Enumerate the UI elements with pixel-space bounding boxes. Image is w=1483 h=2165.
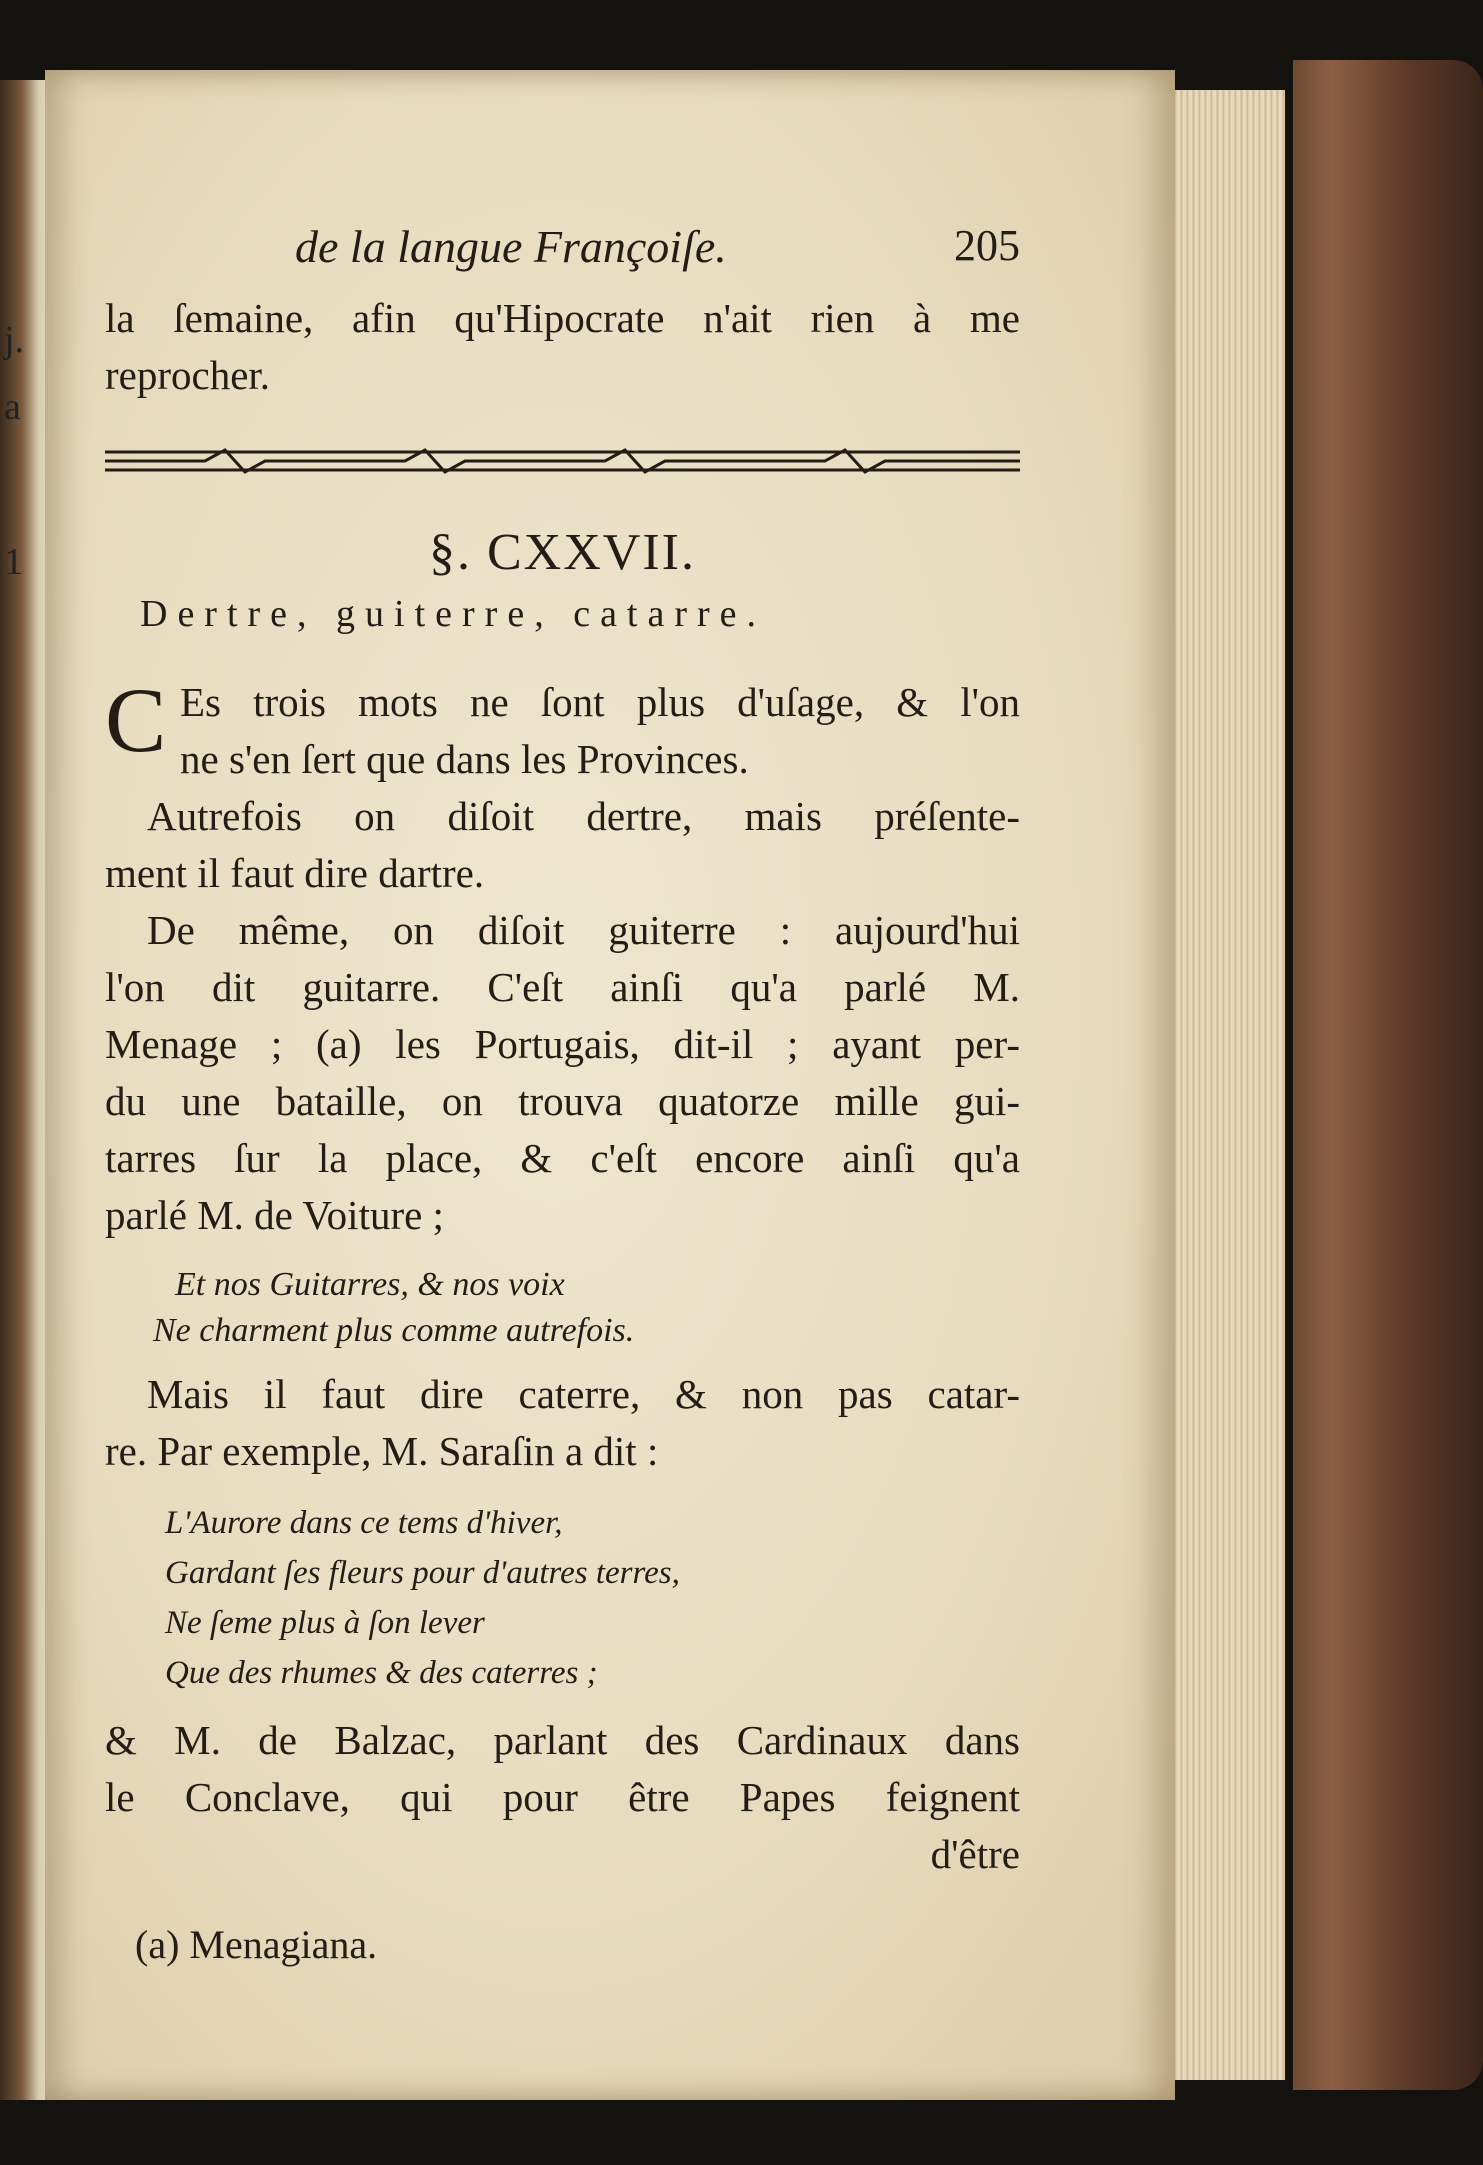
section-number: §. CXXVII.: [429, 524, 696, 581]
running-title: de la langue Françoiſe.: [295, 221, 727, 272]
verse-line: Et nos Guitarres, & nos voix: [175, 1266, 565, 1303]
text-line: parlé M. de Voiture ;: [105, 1192, 444, 1238]
text-line: Menage ; (a) les Portugais, dit-il ; ayant per-: [105, 1021, 1020, 1067]
catchword: d'être: [930, 1831, 1020, 1877]
page-number: 205: [954, 221, 1020, 270]
paragraph: [105, 1366, 1020, 1480]
text-line: tarres ſur la place, & c'eſt encore ainſi qu'a: [105, 1135, 1020, 1181]
paragraph: [105, 1712, 1020, 1883]
verse-line: Que des rhumes & des caterres ;: [165, 1655, 598, 1691]
footnote: (a) Menagiana.: [135, 1922, 378, 1967]
verse-line: Ne charment plus comme autrefois.: [153, 1312, 635, 1349]
running-head: [105, 220, 1020, 290]
paragraph: [105, 669, 1020, 788]
page-content: [105, 220, 1020, 1968]
left-fragment: j.: [4, 319, 25, 361]
verse-line: L'Aurore dans ce tems d'hiver,: [165, 1505, 563, 1541]
text-line: la ſemaine, afin qu'Hipocrate n'ait rien à me: [105, 295, 1020, 341]
left-fragment: a: [4, 386, 21, 428]
verse-line: Ne ſeme plus à ſon lever: [165, 1605, 485, 1641]
book-cover: [1293, 60, 1483, 2090]
paragraph: [105, 902, 1020, 1244]
text-line: Es trois mots ne ſont plus d'uſage, & l'on: [180, 679, 1020, 725]
text-line: re. Par exemple, M. Saraſin a dit :: [105, 1428, 659, 1474]
paragraph: [105, 788, 1020, 902]
decorative-rule-icon: [105, 444, 1020, 478]
verse-quote: [105, 1262, 1020, 1354]
text-line: l'on dit guitarre. C'eſt ainſi qu'a parlé M.: [105, 964, 1020, 1010]
book-page: [45, 70, 1175, 2100]
section-title: Dertre, guiterre, catarre.: [140, 593, 767, 635]
intro-text: [105, 290, 1020, 404]
drop-cap: C: [105, 669, 167, 771]
text-line: & M. de Balzac, parlant des Cardinaux dans: [105, 1717, 1020, 1763]
text-line: ment il faut dire dartre.: [105, 850, 485, 896]
left-fragment: 1: [4, 541, 23, 583]
text-line: reprocher.: [105, 352, 271, 398]
text-line: De même, on diſoit guiterre : aujourd'hui: [147, 907, 1020, 953]
text-line: ne s'en ſert que dans les Provinces.: [180, 736, 749, 782]
text-line: Autrefois on diſoit dertre, mais préſente-: [147, 793, 1020, 839]
verse-line: Gardant ſes fleurs pour d'autres terres,: [165, 1555, 680, 1591]
verse-quote: [105, 1498, 1020, 1698]
text-line: Mais il faut dire caterre, & non pas catar-: [147, 1371, 1020, 1417]
text-line: du une bataille, on trouva quatorze mille gui-: [105, 1078, 1020, 1124]
text-line: le Conclave, qui pour être Papes feignent: [105, 1774, 1020, 1820]
page-edges: [1165, 90, 1285, 2080]
